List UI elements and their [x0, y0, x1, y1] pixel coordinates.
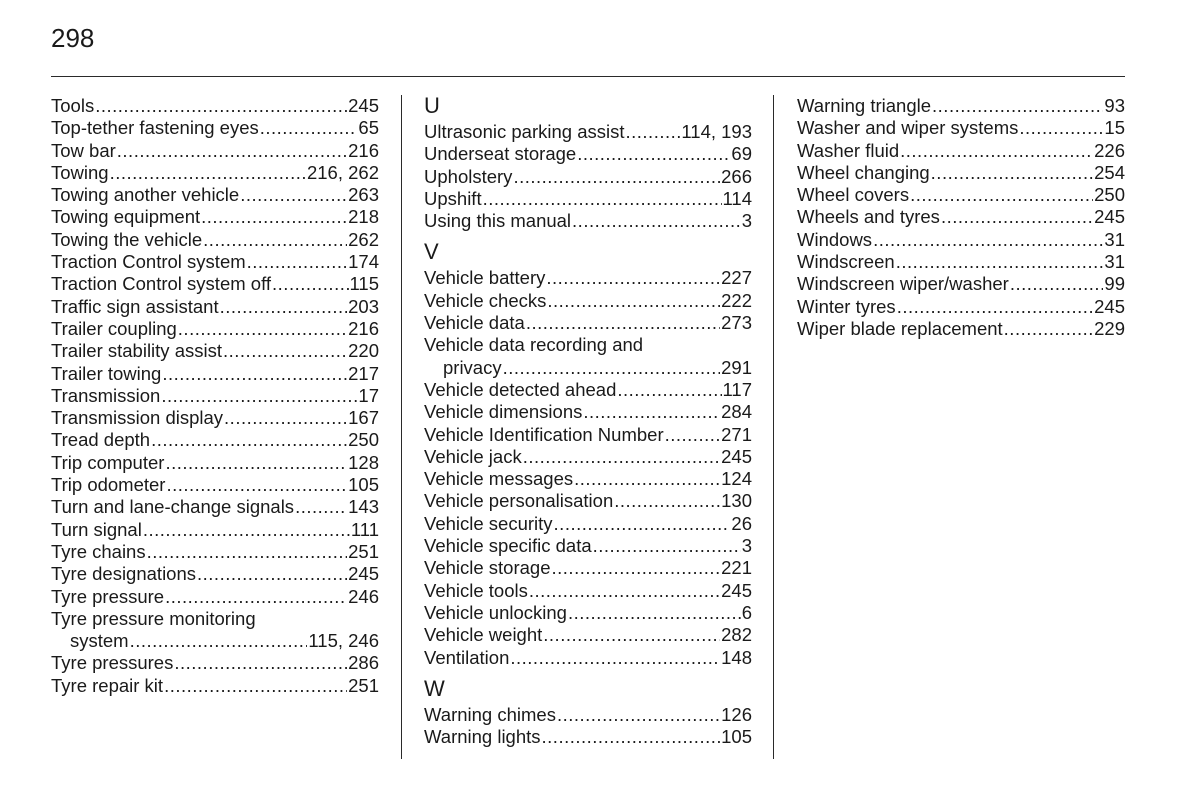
entry-page-reference: 246	[348, 585, 379, 607]
index-entry	[424, 210, 752, 232]
index-entry	[797, 296, 1125, 318]
entry-name: Underseat storage	[424, 143, 577, 165]
entry-name: Windows	[797, 228, 873, 250]
index-entry	[797, 162, 1125, 184]
dot-leader	[546, 267, 720, 289]
dot-leader	[1010, 273, 1104, 295]
entry-page-reference: 282	[721, 624, 752, 646]
entry-page-reference: 218	[348, 206, 379, 228]
dot-leader	[617, 379, 721, 401]
entry-name: Turn and lane-change signals	[51, 496, 295, 518]
entry-page-reference: 284	[721, 401, 752, 423]
index-entry	[51, 140, 379, 162]
entry-name: Tyre repair kit	[51, 674, 164, 696]
entry-page-reference: 217	[348, 362, 379, 384]
dot-leader	[197, 563, 347, 585]
entry-name: Traction Control system off	[51, 273, 272, 295]
index-entry	[424, 188, 752, 210]
dot-leader	[932, 95, 1103, 117]
entry-page-reference: 245	[721, 445, 752, 467]
section-letter: W	[424, 675, 445, 701]
dot-leader	[203, 229, 347, 251]
entry-page-reference: 17	[358, 384, 379, 406]
entry-page-reference: 271	[721, 423, 752, 445]
entry-page-reference: 117	[722, 378, 752, 400]
entry-page-reference: 251	[348, 674, 379, 696]
entry-page-reference: 128	[348, 451, 379, 473]
index-entry	[797, 117, 1125, 139]
index-entry	[424, 490, 752, 512]
index-entry	[51, 586, 379, 608]
index-entry	[51, 452, 379, 474]
dot-leader	[577, 143, 730, 165]
dot-leader	[900, 140, 1093, 162]
index-entry	[424, 379, 752, 401]
dot-leader	[151, 429, 347, 451]
dot-leader	[626, 121, 681, 143]
entry-page-reference: 3	[741, 210, 752, 232]
entry-name: Top-tether fastening eyes	[51, 117, 259, 139]
entry-page-reference: 148	[721, 646, 752, 668]
dot-leader	[165, 586, 347, 608]
dot-leader	[295, 496, 347, 518]
dot-leader	[665, 424, 721, 446]
entry-name: Vehicle Identification Number	[424, 423, 664, 445]
index-entry	[797, 95, 1125, 117]
entry-page-reference: 273	[721, 312, 752, 334]
dot-leader	[260, 117, 358, 139]
entry-page-reference: 15	[1104, 117, 1125, 139]
index-entry	[424, 624, 752, 646]
dot-leader	[513, 166, 720, 188]
page-number: 298	[51, 23, 95, 53]
dot-leader	[552, 557, 721, 579]
entry-name: Tyre chains	[51, 540, 146, 562]
dot-leader	[572, 210, 741, 232]
index-entry	[424, 357, 752, 379]
entry-page-reference: 105	[348, 474, 379, 496]
dot-leader	[583, 401, 720, 423]
dot-leader	[164, 675, 347, 697]
section-letter: U	[424, 93, 440, 118]
dot-leader	[931, 162, 1093, 184]
dot-leader	[510, 647, 720, 669]
index-entry	[51, 608, 379, 630]
dot-leader	[143, 519, 350, 541]
entry-name: Ultrasonic parking assist	[424, 121, 625, 142]
index-entry	[51, 229, 379, 251]
entry-name: Vehicle data	[424, 312, 525, 334]
entry-name: Vehicle personalisation	[424, 490, 614, 512]
entry-page-reference: 216, 262	[306, 161, 379, 183]
dot-leader	[95, 95, 347, 117]
entry-name: Upholstery	[424, 165, 513, 187]
entry-name: Tyre pressure monitoring	[51, 607, 256, 629]
index-entry	[797, 229, 1125, 251]
entry-page-reference: 222	[721, 289, 752, 311]
dot-leader	[161, 385, 357, 407]
entry-name: Vehicle detected ahead	[424, 378, 617, 400]
index-entry	[797, 140, 1125, 162]
index-entry	[51, 675, 379, 697]
index-entry	[51, 162, 379, 184]
dot-leader	[223, 340, 347, 362]
index-column-3	[797, 95, 1125, 340]
dot-leader	[523, 446, 720, 468]
dot-leader	[174, 652, 347, 674]
index-column-1	[51, 95, 379, 697]
dot-leader	[941, 206, 1093, 228]
entry-page-reference: 245	[1094, 295, 1125, 317]
index-column-2	[424, 95, 752, 748]
index-entry	[424, 312, 752, 334]
entry-page-reference: 286	[348, 652, 379, 674]
index-entry	[51, 251, 379, 273]
index-entry	[51, 496, 379, 518]
dot-leader	[247, 251, 347, 273]
dot-leader	[240, 184, 347, 206]
entry-page-reference: 216	[348, 317, 379, 339]
index-entry	[51, 563, 379, 585]
index-entry	[424, 401, 752, 423]
entry-name: Turn signal	[51, 518, 142, 540]
entry-name: Vehicle messages	[424, 468, 574, 490]
index-entry	[424, 334, 752, 356]
entry-name: Traction Control system	[51, 251, 246, 273]
entry-page-reference: 31	[1104, 251, 1125, 273]
entry-page-reference: 203	[348, 295, 379, 317]
entry-page-reference: 245	[348, 563, 379, 585]
dot-leader	[1019, 117, 1103, 139]
entry-page-reference: 216	[348, 139, 379, 161]
entry-page-reference: 6	[741, 601, 752, 623]
dot-leader	[165, 452, 347, 474]
entry-name: Trailer stability assist	[51, 340, 222, 362]
column-divider	[401, 95, 402, 759]
entry-page-reference: 266	[721, 165, 752, 187]
index-entry	[424, 704, 752, 726]
index-entry	[51, 206, 379, 228]
index-entry	[51, 541, 379, 563]
entry-name: Towing equipment	[51, 206, 201, 228]
column-divider	[773, 95, 774, 759]
entry-name: Vehicle storage	[424, 557, 551, 579]
entry-name: Washer fluid	[797, 139, 900, 161]
entry-page-reference: 221	[721, 557, 752, 579]
entry-name: Vehicle battery	[424, 267, 546, 289]
index-entry	[51, 407, 379, 429]
entry-name: Vehicle data recording and	[424, 334, 644, 356]
entry-name: Vehicle checks	[424, 289, 547, 311]
entry-name: Tyre pressures	[51, 652, 174, 674]
entry-page-reference: 114	[722, 187, 752, 209]
dot-leader	[542, 726, 721, 748]
entry-page-reference: 93	[1104, 95, 1125, 116]
entry-page-reference: 130	[721, 490, 752, 512]
entry-name: Wheel covers	[797, 184, 910, 206]
dot-leader	[178, 318, 347, 340]
entry-page-reference: 251	[348, 540, 379, 562]
entry-name: Tools	[51, 95, 95, 116]
entry-name: Windscreen	[797, 251, 895, 273]
dot-leader	[110, 162, 306, 184]
dot-leader	[224, 407, 347, 429]
index-entry	[424, 468, 752, 490]
dot-leader	[554, 513, 731, 535]
entry-page-reference: 291	[721, 356, 752, 378]
entry-page-reference: 31	[1104, 228, 1125, 250]
entry-name: Vehicle security	[424, 512, 553, 534]
entry-name: Tyre pressure	[51, 585, 165, 607]
index-entry	[797, 273, 1125, 295]
entry-name: Towing the vehicle	[51, 228, 203, 250]
index-entry	[51, 273, 379, 295]
dot-leader	[526, 312, 720, 334]
index-entry	[424, 267, 752, 289]
entry-name: Ventilation	[424, 646, 510, 668]
dot-leader	[147, 541, 348, 563]
index-entry	[51, 429, 379, 451]
index-entry	[797, 318, 1125, 340]
index-entry	[424, 602, 752, 624]
header-rule	[51, 76, 1125, 77]
dot-leader	[543, 624, 720, 646]
entry-page-reference: 245	[348, 95, 379, 116]
entry-name: Tread depth	[51, 429, 151, 451]
entry-name: Traffic sign assistant	[51, 295, 219, 317]
index-entry	[424, 121, 752, 143]
entry-name: Vehicle weight	[424, 624, 543, 646]
dot-leader	[166, 474, 347, 496]
entry-name: Wheel changing	[797, 161, 930, 183]
entry-name: Upshift	[424, 187, 482, 209]
entry-name: Trailer coupling	[51, 317, 177, 339]
index-entry	[51, 363, 379, 385]
entry-page-reference: 227	[721, 267, 752, 289]
index-entry	[424, 580, 752, 602]
section-letter: V	[424, 239, 439, 265]
entry-name: Using this manual	[424, 210, 572, 232]
index-entry	[424, 535, 752, 557]
index-entry	[424, 726, 752, 748]
entry-page-reference: 250	[348, 429, 379, 451]
entry-page-reference: 105	[721, 726, 752, 748]
dot-leader	[272, 273, 348, 295]
entry-name: system	[70, 630, 129, 652]
dot-leader	[547, 290, 720, 312]
dot-leader	[201, 206, 347, 228]
index-entry	[424, 424, 752, 446]
dot-leader	[897, 296, 1093, 318]
entry-page-reference: 65	[358, 117, 379, 139]
index-entry	[424, 446, 752, 468]
entry-name: Washer and wiper systems	[797, 117, 1019, 139]
entry-name: privacy	[443, 356, 502, 378]
index-entry	[51, 340, 379, 362]
dot-leader	[162, 363, 347, 385]
dot-leader	[220, 296, 348, 318]
entry-page-reference: 99	[1104, 273, 1125, 295]
index-entry	[424, 557, 752, 579]
index-entry	[51, 296, 379, 318]
index-entry	[424, 513, 752, 535]
index-entry	[424, 647, 752, 669]
entry-name: Vehicle dimensions	[424, 401, 583, 423]
entry-page-reference: 167	[348, 407, 379, 429]
entry-page-reference: 263	[348, 184, 379, 206]
entry-page-reference: 143	[348, 496, 379, 518]
entry-page-reference: 250	[1094, 184, 1125, 206]
entry-name: Trailer towing	[51, 362, 162, 384]
entry-name: Warning lights	[424, 726, 541, 748]
dot-leader	[1004, 318, 1093, 340]
dot-leader	[483, 188, 722, 210]
entry-page-reference: 262	[348, 228, 379, 250]
entry-page-reference: 174	[348, 251, 379, 273]
dot-leader	[503, 357, 721, 379]
index-entry	[797, 206, 1125, 228]
index-entry	[51, 117, 379, 139]
index-entry	[797, 251, 1125, 273]
entry-page-reference: 115	[349, 273, 379, 295]
entry-name: Vehicle tools	[424, 579, 528, 601]
index-entry	[424, 143, 752, 165]
entry-page-reference: 245	[721, 579, 752, 601]
entry-page-reference: 124	[721, 468, 752, 490]
entry-page-reference: 245	[1094, 206, 1125, 228]
entry-page-reference: 220	[348, 340, 379, 362]
entry-page-reference: 115, 246	[308, 630, 379, 652]
entry-name: Windscreen wiper/washer	[797, 273, 1009, 295]
entry-name: Tyre designations	[51, 563, 197, 585]
entry-name: Towing	[51, 161, 109, 183]
entry-name: Trip odometer	[51, 474, 166, 496]
entry-name: Warning triangle	[797, 95, 932, 116]
entry-page-reference: 229	[1094, 317, 1125, 339]
entry-page-reference: 114, 193	[681, 121, 752, 142]
index-entry	[51, 95, 379, 117]
entry-name: Tow bar	[51, 139, 116, 161]
index-entry	[51, 474, 379, 496]
entry-page-reference: 126	[721, 703, 752, 725]
entry-page-reference: 3	[741, 535, 752, 557]
index-entry	[424, 290, 752, 312]
entry-name: Transmission display	[51, 407, 224, 429]
entry-page-reference: 226	[1094, 139, 1125, 161]
entry-name: Winter tyres	[797, 295, 896, 317]
entry-name: Trip computer	[51, 451, 165, 473]
entry-name: Vehicle unlocking	[424, 601, 567, 623]
dot-leader	[873, 229, 1103, 251]
entry-page-reference: 26	[731, 512, 752, 534]
dot-leader	[896, 251, 1104, 273]
dot-leader	[593, 535, 741, 557]
index-entry	[51, 652, 379, 674]
entry-page-reference: 111	[350, 518, 379, 540]
entry-name: Wheels and tyres	[797, 206, 940, 228]
entry-name: Vehicle jack	[424, 445, 522, 467]
index-entry	[51, 519, 379, 541]
dot-leader	[910, 184, 1093, 206]
entry-name: Vehicle specific data	[424, 535, 592, 557]
entry-page-reference: 69	[731, 143, 752, 165]
index-entry	[797, 184, 1125, 206]
entry-page-reference: 254	[1094, 161, 1125, 183]
dot-leader	[117, 140, 347, 162]
dot-leader	[574, 468, 720, 490]
dot-leader	[557, 704, 720, 726]
dot-leader	[614, 490, 720, 512]
index-entry	[51, 184, 379, 206]
entry-name: Warning chimes	[424, 703, 556, 725]
index-entry	[51, 630, 379, 652]
entry-name: Wiper blade replacement	[797, 317, 1003, 339]
dot-leader	[529, 580, 720, 602]
index-entry	[424, 166, 752, 188]
index-entry	[51, 318, 379, 340]
dot-leader	[568, 602, 741, 624]
entry-name: Transmission	[51, 384, 161, 406]
dot-leader	[130, 630, 308, 652]
index-entry	[51, 385, 379, 407]
entry-name: Towing another vehicle	[51, 184, 240, 206]
